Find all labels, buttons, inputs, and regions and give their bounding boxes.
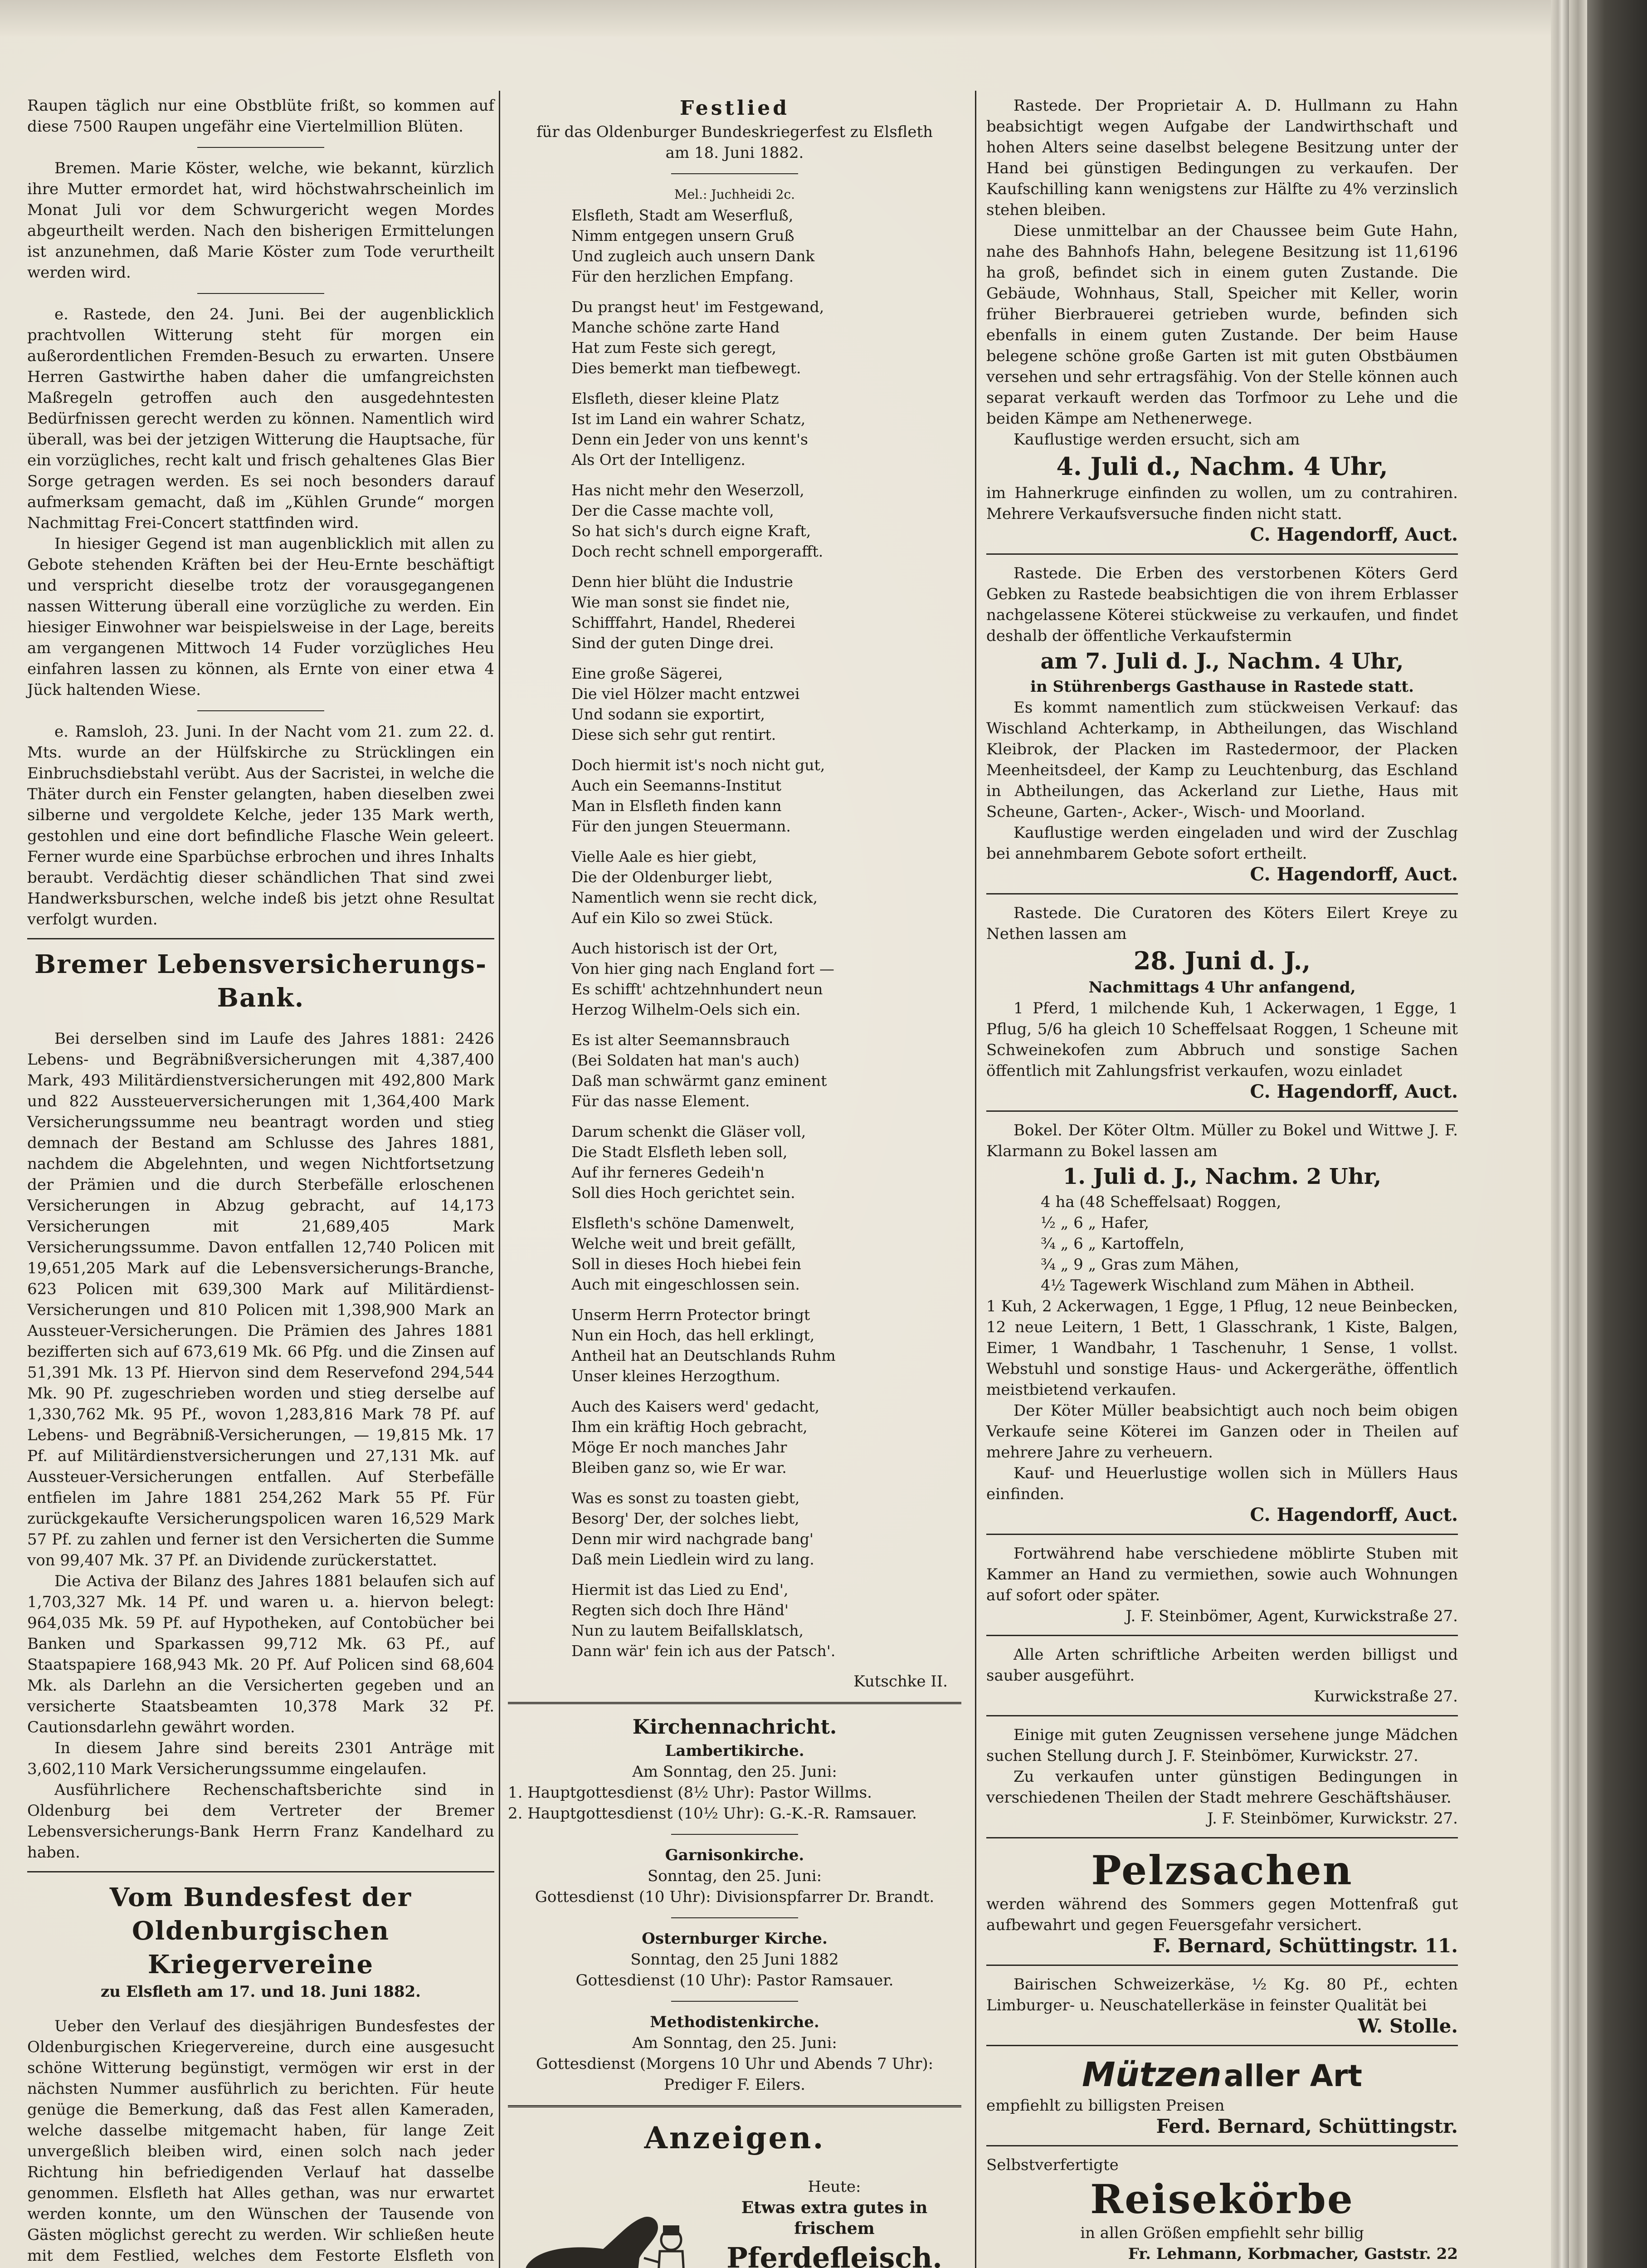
song-line: Soll in dieses Hoch hiebei fein	[571, 1255, 801, 1273]
song-stanzas	[508, 205, 961, 1661]
lamberti-service-2: 2. Hauptgottesdienst (10½ Uhr): G.-K.-R. Ramsauer.	[508, 1804, 917, 1823]
song-line: Man in Elsfleth finden kann	[571, 797, 782, 815]
song-line: Elsfleth's schöne Damenwelt,	[571, 1214, 795, 1232]
song-line: Möge Er noch manches Jahr	[571, 1438, 787, 1456]
bank-paragraph-1: Bei derselben sind im Laufe des Jahres 1881: 2426 Lebens- und Begräbnißversicherungen mit 4,387,400 Mark, 493 Militärdienstversicherungen mit 492,800 Mark und 822 Aussteuerversicherungen mit 1,364,400 Mark Versicherungssumme neu beantragt worden und stieg demnach der Bestand am Schlusse des Jahres 1881, nachdem die Abgelehnten, und wegen Nichtfortsetzung der Prämien und die durch Sterbefälle erloschenen Versicherungen in Abzug gebracht, auf 14,173 Versicherungen mit 21,689,405 Mark Versicherungssumme. Davon entfallen 12,740 Policen mit 19,651,205 Mark auf die Lebensversicherungs-Branche, 623 Policen mit 639,300 Mark auf Militärdienst-Versicherungen und 810 Policen mit 1,398,900 Mark an Aussteuer-Versicherungen. Die Prämien des Jahres 1881 bezifferten sich auf 673,619 Mk. 66 Pfg. und die Zinsen auf 51,391 Mk. 13 Pf. Hiervon sind dem Reservefond 294,544 Mk. 90 Pf. zugeschrieben worden und stieg derselbe auf 1,330,762 Mk. 95 Pf., wovon 1,283,816 Mark 78 Pf. auf Lebens- und Begräbniß-Versicherungen, — 19,815 Mk. 17 Pf. auf Militärdienstversicherungen und 27,131 Mk. auf Aussteuer-Versicherungen entfallen. Auf Sterbefälle entfielen im Jahre 1881 254,262 Mark 55 Pf. Für zurückgekaufte Versicherungspolicen waren 16,529 Mark 57 Pf. zu zahlen und ferner ist den Versicherten die Summe von 99,407 Mk. 37 Pf. an Dividende zurückerstattet.	[27, 1030, 494, 1569]
horse-meat-ad	[508, 2158, 961, 2268]
bokel-date: 1. Juli d. J., Nachm. 2 Uhr,	[1062, 1164, 1382, 1189]
song-line: Ihm ein kräftig Hoch gebracht,	[571, 1418, 808, 1436]
divider	[27, 1871, 494, 1872]
song-line: Unserm Herrn Protector bringt	[571, 1306, 810, 1324]
divider	[986, 2045, 1458, 2046]
hullmann-ad-4: im Hahnerkruge einfinden zu wollen, um zu contrahiren. Mehrere Verkaufsversuche finden nicht statt.	[986, 484, 1458, 523]
song-line: Regten sich doch Ihre Händ'	[571, 1601, 789, 1619]
fest-subtitle: zu Elsfleth am 17. und 18. Juni 1882.	[100, 1983, 421, 2001]
song-stanza	[508, 1030, 961, 1111]
kaese-ad: Bairischen Schweizerkäse, ½ Kg. 80 Pf., echten Limburger- u. Neuschatellerkäse in feinster Qualität bei	[986, 1975, 1458, 2014]
divider	[671, 2001, 798, 2002]
divider	[197, 147, 324, 148]
bank-paragraph-3: In diesem Jahre sind bereits 2301 Anträge mit 3,602,110 Mark Versicherungssumme eingelaufen.	[27, 1739, 494, 1778]
song-line: Auch ein Seemanns-Institut	[571, 777, 782, 794]
lamberti-title: Lambertikirche.	[665, 1742, 804, 1760]
reise-title: Reisekörbe	[1090, 2175, 1354, 2223]
song-line: Nun zu lautem Beifallsklatsch,	[571, 1622, 804, 1639]
song-subtitle-2: am 18. Juni 1882.	[665, 144, 804, 162]
hullmann-ad-2: Diese unmittelbar an der Chaussee beim Gute Hahn, nahe des Bahnhofs Hahn, belegene Besitzung ist 11,6196 ha groß, befindet sich in einem guten Zustande. Die Gebäude, Wohnhaus, Stall, Speicher mit Keller, worin früher Bierbrauerei getrieben wurde, befinden sich ebenfalls in einem guten Zustande. Der beim Hause belegene schöne große Garten ist mit guten Obstbäumen versehen und sehr ertragsfähig. Von der Stelle können auch separat verkauft werden das Torfmoor zu Lehe und die beiden Kämpe am Nethenerwege.	[986, 222, 1458, 428]
pelz-text: werden während des Sommers gegen Mottenfraß gut aufbewahrt und gegen Feuersgefahr versichert.	[986, 1895, 1458, 1934]
song-line: Doch recht schnell emporgerafft.	[571, 543, 824, 560]
song-line: (Bei Soldaten hat man's auch)	[571, 1051, 799, 1069]
song-line: Darum schenkt die Gläser voll,	[571, 1123, 806, 1140]
divider	[986, 1965, 1458, 1966]
song-line: Für den herzlichen Empfang.	[571, 268, 794, 285]
pelz-signature: F. Bernard, Schüttingstr. 11.	[1153, 1935, 1458, 1957]
song-line: Auf ein Kilo so zwei Stück.	[571, 909, 774, 927]
song-line: Was es sonst zu toasten giebt,	[571, 1489, 800, 1507]
method-title: Methodistenkirche.	[650, 2013, 819, 2031]
divider	[986, 553, 1458, 555]
osternburg-service: Gottesdienst (10 Uhr): Pastor Ramsauer.	[575, 1971, 894, 1989]
lamberti-service-1: 1. Hauptgottesdienst (8½ Uhr): Pastor Willms.	[508, 1784, 872, 1802]
song-line: Namentlich wenn sie recht dick,	[571, 889, 818, 906]
song-line: Du prangst heut' im Festgewand,	[571, 298, 824, 316]
hullmann-ad-1: Rastede. Der Proprietair A. D. Hullmann zu Hahn beabsichtigt wegen Aufgabe der Landwirthschaft und hohen Alters seine daselbst belegene Besitzung unter der Hand bei günstigen Bedingungen zu verkaufen. Der Kaufschilling kann wenigstens zur Hälfte zu 4% verzinslich stehen bleiben.	[986, 97, 1458, 219]
kreye-date: 28. Juni d. J.,	[1133, 946, 1311, 975]
song-stanza	[508, 388, 961, 470]
garnison-date: Sonntag, den 25. Juni:	[647, 1867, 822, 1885]
song-stanza	[508, 846, 961, 928]
song-line: Die der Oldenburger liebt,	[571, 868, 773, 886]
song-line: Auch mit eingeschlossen sein.	[571, 1276, 800, 1293]
divider	[197, 293, 324, 294]
pelz-title: Pelzsachen	[1091, 1847, 1353, 1894]
page-edge	[1551, 0, 1569, 2268]
reise-signature: Fr. Lehmann, Korbmacher, Gaststr. 22	[1128, 2245, 1458, 2263]
divider	[986, 1715, 1458, 1716]
song-stanza	[508, 1121, 961, 1203]
intro-text: Raupen täglich nur eine Obstblüte frißt, so kommen auf diese 7500 Raupen ungefähr eine Viertelmillion Blüten.	[27, 97, 494, 136]
steinboemer-ad-2: Alle Arten schriftliche Arbeiten werden billigst und sauber ausgeführt.	[986, 1646, 1458, 1685]
song-line: Elsfleth, Stadt am Weserfluß,	[571, 206, 794, 224]
song-line: Auch historisch ist der Ort,	[571, 939, 778, 957]
divider	[27, 938, 494, 939]
steinboemer-ad-1: Fortwährend habe verschiedene möblirte Stuben mit Kammer an Hand zu vermiethen, sowie auch Wohnungen auf sofort oder später.	[986, 1545, 1458, 1604]
bokel-list-item: ½ „ 6 „ Hafer,	[1041, 1214, 1149, 1232]
song-title: Festlied	[679, 97, 790, 120]
song-line: Daß mein Liedlein wird zu lang.	[571, 1550, 814, 1568]
garnison-title: Garnisonkirche.	[665, 1846, 804, 1864]
article-ramsloh: e. Ramsloh, 23. Juni. In der Nacht vom 21. zum 22. d. Mts. wurde an der Hülfskirche zu Strücklingen ein Einbruchsdiebstahl verübt. Aus der Sacristei, in welche die Thäter durch ein Fenster gelangten, haben dieselben zwei silberne und vergoldete Kelche, jeder 135 Mark werth, gestohlen und eine dort befindliche Flasche Wein geleert. Ferner wurde eine Sparbüchse erbrochen und ihres Inhalts beraubt. Verdächtig dieser schändlichen That sind zwei Handwerksburschen, welche indeß bis jetzt ohne Resultat verfolgt wurden.	[27, 723, 494, 929]
column-left	[27, 95, 494, 2268]
song-line: Auch des Kaisers werd' gedacht,	[571, 1398, 820, 1415]
divider	[986, 1635, 1458, 1636]
church-title: Kirchennachricht.	[632, 1716, 837, 1739]
song-line: Diese sich sehr gut rentirt.	[571, 726, 776, 743]
fest-title: Vom Bundesfest der Oldenburgischen Kriegervereine	[109, 1882, 412, 1980]
song-line: Soll dies Hoch gerichtet sein.	[571, 1184, 795, 1202]
song-line: Unser kleines Herzogthum.	[571, 1367, 780, 1385]
song-stanza	[508, 480, 961, 562]
steinboemer-ad-4: Zu verkaufen unter günstigen Bedingungen in verschiedenen Theilen der Stadt mehrere Geschäftshäuser.	[986, 1768, 1458, 1807]
horse-and-butcher-illustration	[508, 2190, 698, 2268]
song-line: Und zugleich auch unsern Dank	[571, 247, 815, 265]
divider	[671, 173, 798, 174]
song-line: Für den jungen Steuermann.	[571, 817, 791, 835]
fest-text: Ueber den Verlauf des diesjährigen Bundesfestes der Oldenburgischen Kriegervereine, durch eine ausgesucht schöne Witterung begünstigt, vermögen wir erst in der nächsten Nummer ausführlich zu berichten. Für heute genüge die Bemerkung, daß das Fest allen Kameraden, welche dasselbe mitgemacht haben, für lange Zeit unvergeßlich bleiben wird, einen solch nach jeder Richtung hin befriedigenden Verlauf hat dasselbe genommen. Elsfleth hat Alles gethan, was nur erwartet werden konnte, um den Wünschen der Tausende von Gästen möglichst gerecht zu werden. Wir schließen heute mit dem Festlied, welches dem Festorte Elsfleth von	[27, 2017, 494, 2265]
bank-title: Bremer Lebensversicherungs-Bank.	[34, 949, 487, 1013]
article-rastede-2: In hiesiger Gegend ist man augenblicklich mit allen zu Gebote stehenden Kräften bei der Heu-Ernte beschäftigt und verspricht dieselbe trotz der vorausgegangenen nassen Witterung überall eine vorzügliche zu werden. Ein hiesiger Einwohner war beispielsweise in der Lage, bereits am vergangenen Mittwoch 14 Fuder vorzügliches Heu einfahren lassen zu können, als Ernte von einer etwa 4 Jück haltenden Wiese.	[27, 535, 494, 699]
song-line: Bleiben ganz so, wie Er war.	[571, 1459, 787, 1476]
song-line: Die viel Hölzer macht entzwei	[571, 685, 800, 703]
reise-prefix: Selbstverfertigte	[986, 2156, 1119, 2174]
song-line: Es schifft' achtzehnhundert neun	[571, 980, 823, 998]
song-stanza	[508, 297, 961, 378]
song-line: Hat zum Feste sich geregt,	[571, 339, 777, 357]
kaese-signature: W. Stolle.	[1358, 2015, 1458, 2037]
method-service: Gottesdienst (Morgens 10 Uhr und Abends 7 Uhr):	[536, 2055, 934, 2073]
divider	[508, 2105, 961, 2107]
divider	[671, 1917, 798, 1918]
steinboemer-ad-3: Einige mit guten Zeugnissen versehene junge Mädchen suchen Stellung durch J. F. Steinbömer, Kurwickstr. 27.	[986, 1726, 1458, 1765]
reise-text: in allen Größen empfiehlt sehr billig	[1080, 2224, 1364, 2242]
song-line: Sind der guten Dinge drei.	[571, 634, 774, 652]
song-line: Als Ort der Intelligenz.	[571, 451, 746, 469]
bokel-list-item: ¾ „ 6 „ Kartoffeln,	[1041, 1235, 1184, 1253]
muetzen-word: Mützen	[1082, 2055, 1222, 2094]
song-line: Has nicht mehr den Weserzoll,	[571, 481, 804, 499]
bank-paragraph-4: Ausführlichere Rechenschaftsberichte sind in Oldenburg bei dem Vertreter der Bremer Lebensversicherungs-Bank Herrn Franz Kandelhard zu haben.	[27, 1781, 494, 1862]
column-rule-2	[975, 91, 976, 2268]
anzeigen-title: Anzeigen.	[644, 2120, 825, 2156]
hagendorff-signature: C. Hagendorff, Auct.	[1250, 1081, 1458, 1102]
church-notices	[508, 1714, 961, 2095]
gebken-ad-1: Rastede. Die Erben des verstorbenen Köters Gerd Gebken zu Rastede beabsichtigen die von ihrem Erblasser nachgelassene Köterei stückweise zu verkaufen, und findet deshalb der öffentliche Verkaufstermin	[986, 564, 1458, 645]
divider	[197, 710, 324, 711]
divider	[986, 893, 1458, 894]
muetzen-text: empfiehlt zu billigsten Preisen	[986, 2097, 1225, 2115]
song-line: So hat sich's durch eigne Kraft,	[571, 522, 811, 540]
bokel-list	[986, 1192, 1458, 1296]
hagendorff-signature: C. Hagendorff, Auct.	[1250, 1504, 1458, 1525]
horse-ad-text	[707, 2176, 961, 2268]
steinboemer-signature-1: J. F. Steinbömer, Agent, Kurwickstraße 27.	[1126, 1607, 1458, 1625]
song-line: Denn ein Jeder von uns kennt's	[571, 430, 808, 448]
horse-ad-product: Pferdefleisch.	[726, 2241, 942, 2268]
bokel-ad-2: 1 Kuh, 2 Ackerwagen, 1 Egge, 1 Pflug, 12 neue Beinbecken, 12 neue Leitern, 1 Bett, 1 Glasschrank, 1 Kiste, Balgen, Eimer, 1 Wandbahr, 1 Taschenuhr, 1 Sense, 1 vollst. Webstuhl und sonstige Haus- und Ackergeräthe, öffentlich meistbietend verkaufen.	[986, 1297, 1458, 1399]
divider	[986, 1837, 1458, 1838]
song-line: Die Stadt Elsfleth leben soll,	[571, 1143, 788, 1161]
divider	[986, 1534, 1458, 1535]
song-line: Von hier ging nach England fort —	[571, 960, 834, 978]
song-stanza	[508, 663, 961, 745]
hagendorff-signature: C. Hagendorff, Auct.	[1250, 864, 1458, 885]
gebken-date: am 7. Juli d. J., Nachm. 4 Uhr,	[1040, 649, 1404, 674]
song-stanza	[508, 572, 961, 653]
song-line: Besorg' Der, der solches liebt,	[571, 1510, 799, 1527]
page-edge	[1569, 0, 1587, 2268]
gebken-ad-2: Es kommt namentlich zum stückweisen Verkauf: das Wischland Achterkamp, in Abtheilungen, das Wischland Kleibrok, der Placken im Rastedermoor, der Placken Meenheitsdeel, der Kamp zu Leuchtenburg, das Eschland in Abtheilungen, das Ackerland zur Liethe, Haus mit Scheune, Garten-, Acker-, Wisch- und Moorland.	[986, 699, 1458, 821]
song-line: Wie man sonst sie findet nie,	[571, 593, 790, 611]
song-line: Denn hier blüht die Industrie	[571, 573, 793, 591]
page-top-shadow	[0, 0, 1551, 36]
divider	[986, 1110, 1458, 1112]
bokel-ad-3: Der Köter Müller beabsichtigt auch noch beim obigen Verkaufe seine Köterei im Ganzen oder in Theilen auf mehrere Jahre zu verheuern.	[986, 1402, 1458, 1461]
song-line: Für das nasse Element.	[571, 1092, 750, 1110]
method-preacher: Prediger F. Eilers.	[664, 2076, 805, 2094]
song-line: Dies bemerkt man tiefbewegt.	[571, 359, 801, 377]
garnison-service: Gottesdienst (10 Uhr): Divisionspfarrer Dr. Brandt.	[535, 1888, 935, 1906]
article-rastede-1: e. Rastede, den 24. Juni. Bei der augenblicklich prachtvollen Witterung steht für morgen ein außerordentlichen Fremden-Besuch zu erwarten. Unsere Herren Gastwirthe haben daher die umfangreichsten Maßregeln getroffen auch den ausgedehntesten Bedürfnissen gerecht werden zu können. Namentlich wird überall, was bei der jetzigen Witterung die Hauptsache, für ein vorzügliches, recht kalt und frisch gehaltenes Glas Bier Sorge getragen werden. Es sei noch besonders darauf aufmerksam gemacht, daß im „Kühlen Grunde“ morgen Nachmittag Frei-Concert stattfinden wird.	[27, 305, 494, 532]
song-stanza	[508, 1579, 961, 1661]
column-rule-1	[499, 91, 500, 2268]
song-stanza	[508, 1213, 961, 1295]
song-line: Hiermit ist das Lied zu End',	[571, 1581, 789, 1598]
muetzen-title	[986, 2054, 1458, 2095]
column-middle	[508, 95, 961, 2268]
song-line: Manche schöne zarte Hand	[571, 318, 780, 336]
steinboemer-signature-4: J. F. Steinbömer, Kurwickstr. 27.	[1207, 1809, 1458, 1828]
song-melody: Mel.: Juchheidi 2c.	[674, 187, 795, 202]
song-line: Nimm entgegen unsern Gruß	[571, 227, 794, 244]
osternburg-date: Sonntag, den 25 Juni 1882	[630, 1950, 839, 1969]
divider	[671, 1834, 798, 1835]
bokel-ad-4: Kauf- und Heuerlustige wollen sich in Müllers Haus einfinden.	[986, 1464, 1458, 1503]
song-line: Antheil hat an Deutschlands Ruhm	[571, 1347, 836, 1364]
song-line: Ist im Land ein wahrer Schatz,	[571, 410, 806, 428]
song-line: Welche weit und breit gefällt,	[571, 1235, 796, 1252]
bokel-ad-1: Bokel. Der Köter Oltm. Müller zu Bokel und Wittwe J. F. Klarmann zu Bokel lassen am	[986, 1121, 1458, 1160]
kreye-ad-2: 1 Pferd, 1 milchende Kuh, 1 Ackerwagen, 1 Egge, 1 Pflug, 5/6 ha gleich 10 Scheffelsaat Roggen, 1 Scheune mit Schweinekofen zum Abbruch und sonstige Sachen öffentlich mit Zahlungsfrist verkaufen, wozu einladet	[986, 999, 1458, 1080]
bokel-list-item: 4 ha (48 Scheffelsaat) Roggen,	[1041, 1193, 1282, 1211]
song-stanza	[508, 938, 961, 1020]
bokel-list-item: 4½ Tagewerk Wischland zum Mähen in Abtheil.	[1041, 1276, 1415, 1295]
song-stanza	[508, 1396, 961, 1478]
song-stanza	[508, 1488, 961, 1569]
muetzen-signature: Ferd. Bernard, Schüttingstr.	[1156, 2115, 1458, 2137]
gebken-place: in Stührenbergs Gasthause in Rastede statt.	[1030, 678, 1414, 696]
song-line: Denn mir wird nachgrade bang'	[571, 1530, 814, 1548]
hagendorff-signature: C. Hagendorff, Auct.	[1250, 524, 1458, 545]
bokel-list-item: ¾ „ 9 „ Gras zum Mähen,	[1041, 1256, 1239, 1274]
muetzen-suffix: aller Art	[1223, 2058, 1362, 2093]
song-line: Dann wär' fein ich aus der Patsch'.	[571, 1642, 836, 1660]
song-line: Elsfleth, dieser kleine Platz	[571, 390, 779, 407]
osternburg-title: Osternburger Kirche.	[642, 1930, 828, 1948]
divider	[508, 1702, 961, 1704]
column-right	[986, 95, 1458, 2268]
kreye-ad-1: Rastede. Die Curatoren des Köters Eilert Kreye zu Nethen lassen am	[986, 904, 1458, 943]
song-line: Nun ein Hoch, das hell erklingt,	[571, 1326, 815, 1344]
divider	[986, 2145, 1458, 2146]
steinboemer-signature-2: Kurwickstraße 27.	[1314, 1687, 1458, 1706]
song-line: Herzog Wilhelm-Oels sich ein.	[571, 1001, 801, 1018]
song-line: Der die Casse machte voll,	[571, 502, 774, 519]
song-author: Kutschke II.	[853, 1672, 948, 1691]
song-stanza	[508, 1305, 961, 1386]
lamberti-date: Am Sonntag, den 25. Juni:	[632, 1763, 837, 1781]
article-bremen: Bremen. Marie Köster, welche, wie bekannt, kürzlich ihre Mutter ermordet hat, wird höchstwahrscheinlich im Monat Juli vor dem Schwurgericht wegen Mordes abgeurtheilt werden. Nach den bisherigen Ermittelungen ist anzunehmen, daß Marie Köster zum Tode verurtheilt werden wird.	[27, 159, 494, 282]
song-subtitle-1: für das Oldenburger Bundeskriegerfest zu Elsfleth	[536, 123, 933, 141]
hullmann-date: 4. Juli d., Nachm. 4 Uhr,	[1056, 452, 1388, 481]
bank-paragraph-2: Die Activa der Bilanz des Jahres 1881 belaufen sich auf 1,703,327 Mk. 14 Pf. und waren u. a. hiervon belegt: 964,035 Mk. 59 Pf. auf Hypotheken, auf Contobücher bei Banken und Sparkassen 99,712 Mk. 63 Pf., auf Staatspapiere 168,943 Mk. 20 Pf. Auf Policen sind 68,604 Mk. als Darlehn an die Versicherten gegeben und an versicherte Staatsbeamten 10,378 Mark 32 Pf. Cautionsdarlehn gewährt worden.	[27, 1572, 494, 1736]
song-line: Und sodann sie exportirt,	[571, 705, 765, 723]
song-line: Auf ihr ferneres Gedeih'n	[571, 1163, 765, 1181]
hullmann-ad-3: Kauflustige werden ersucht, sich am	[1014, 430, 1300, 449]
method-date: Am Sonntag, den 25. Juni:	[632, 2034, 837, 2052]
horse-ad-heute: Heute:	[808, 2178, 861, 2196]
kreye-time: Nachmittags 4 Uhr anfangend,	[1088, 978, 1356, 997]
horse-ad-line1: Etwas extra gutes in frischem	[741, 2198, 928, 2238]
song-line: Doch hiermit ist's noch nicht gut,	[571, 756, 825, 774]
song-line: Schifffahrt, Handel, Rhederei	[571, 614, 795, 631]
song-stanza	[508, 205, 961, 287]
song-line: Eine große Sägerei,	[571, 665, 723, 682]
gebken-ad-3: Kauflustige werden eingeladen und wird der Zuschlag bei annehmbarem Gebote sofort ertheilt.	[986, 824, 1458, 863]
song-line: Es ist alter Seemannsbrauch	[571, 1031, 790, 1049]
book-binding-shadow	[1587, 0, 1647, 2268]
song-line: Vielle Aale es hier giebt,	[571, 848, 757, 865]
song-line: Daß man schwärmt ganz eminent	[571, 1072, 827, 1090]
song-stanza	[508, 755, 961, 836]
